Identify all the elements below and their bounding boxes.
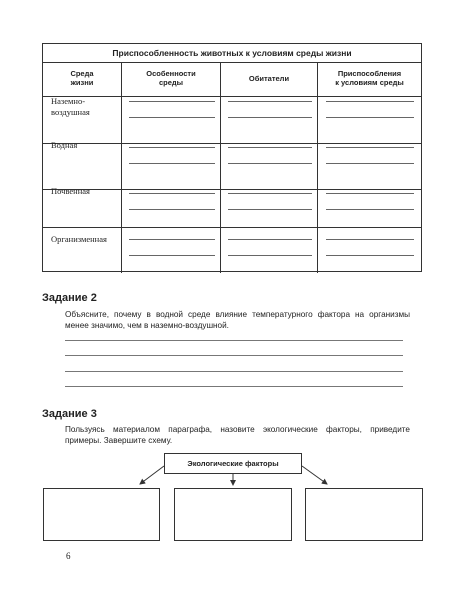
factor-box-center[interactable] <box>174 488 292 541</box>
table-title: Приспособленность животных к условиям среды жизни <box>43 44 421 63</box>
arrow-left <box>140 466 164 484</box>
task2-title: Задание 2 <box>42 292 97 304</box>
factor-box-right[interactable] <box>305 488 423 541</box>
arrow-right <box>302 466 327 484</box>
header-features-line1: Особенности <box>146 69 196 79</box>
row-label-line: воздушная <box>51 107 90 118</box>
row-label-line: Наземно- <box>51 96 86 106</box>
factor-box-left[interactable] <box>43 488 160 541</box>
header-adaptations-line2: к условиям среды <box>335 78 404 87</box>
header-habitat-line2: жизни <box>70 78 94 87</box>
row-label-organism: Организменная <box>51 234 107 244</box>
task3-title: Задание 3 <box>42 408 97 420</box>
header-habitat-line1: Среда <box>70 69 94 79</box>
task2-text: Объясните, почему в водной среде влияние температурного фактора на организмы менее значимо, чем в наземно-воздушной. <box>65 310 410 331</box>
ecological-factors-box: Экологические факторы <box>164 453 302 474</box>
header-inhabitants-line1: Обитатели <box>248 73 290 83</box>
header-features-line2: среды <box>158 78 184 87</box>
task3-text: Пользуясь материалом параграфа, назовите экологические факторы, приведите примеры. Завершите схему. <box>65 425 410 446</box>
row-label-aquatic: Водная <box>51 140 78 150</box>
row-label-soil: Почвенная <box>51 186 90 196</box>
header-adaptations-line1: Приспособления <box>337 69 402 79</box>
page-number: 6 <box>66 551 71 561</box>
